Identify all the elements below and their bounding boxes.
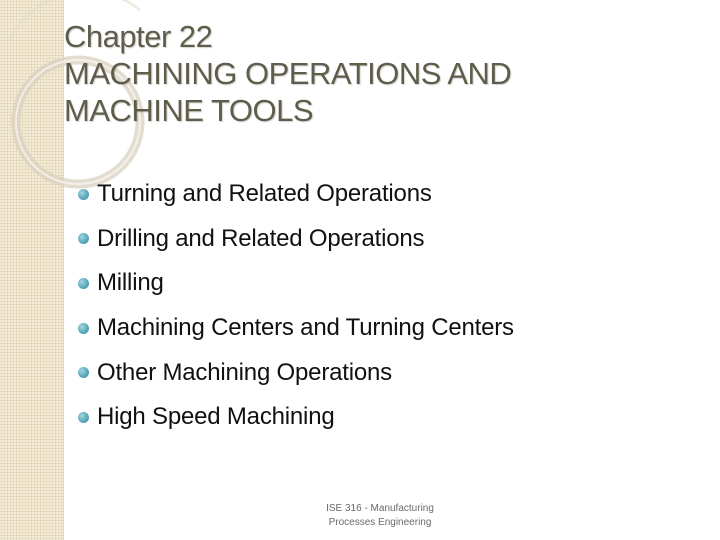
title-line-sub: MACHINE TOOLS (64, 93, 314, 128)
bullet-text: High Speed Machining (97, 403, 335, 431)
bullet-text: Other Machining Operations (97, 358, 392, 386)
bullet-icon (78, 367, 89, 378)
title-line-chapter: Chapter 22 (64, 19, 213, 54)
bullet-icon (78, 189, 89, 200)
bullet-icon (78, 412, 89, 423)
footer-course: ISE 316 - Manufacturing (326, 503, 434, 514)
bullet-icon (78, 278, 89, 289)
bullet-text: Machining Centers and Turning Centers (97, 314, 514, 342)
bullet-icon (78, 323, 89, 334)
list-item (78, 261, 514, 306)
list-item (78, 350, 514, 395)
footer-course-name: Processes Engineering (328, 517, 432, 528)
slide-title (64, 18, 704, 129)
list-item (78, 217, 514, 262)
list-item (78, 395, 514, 440)
list-item (78, 306, 514, 351)
bullet-list (78, 172, 514, 440)
bullet-text: Milling (97, 269, 164, 297)
list-item (78, 172, 514, 217)
title-line-main: MACHINING OPERATIONS AND (64, 56, 512, 91)
slide-footer (300, 502, 460, 530)
bullet-text: Turning and Related Operations (97, 180, 432, 208)
bullet-text: Drilling and Related Operations (97, 224, 425, 252)
bullet-icon (78, 233, 89, 244)
